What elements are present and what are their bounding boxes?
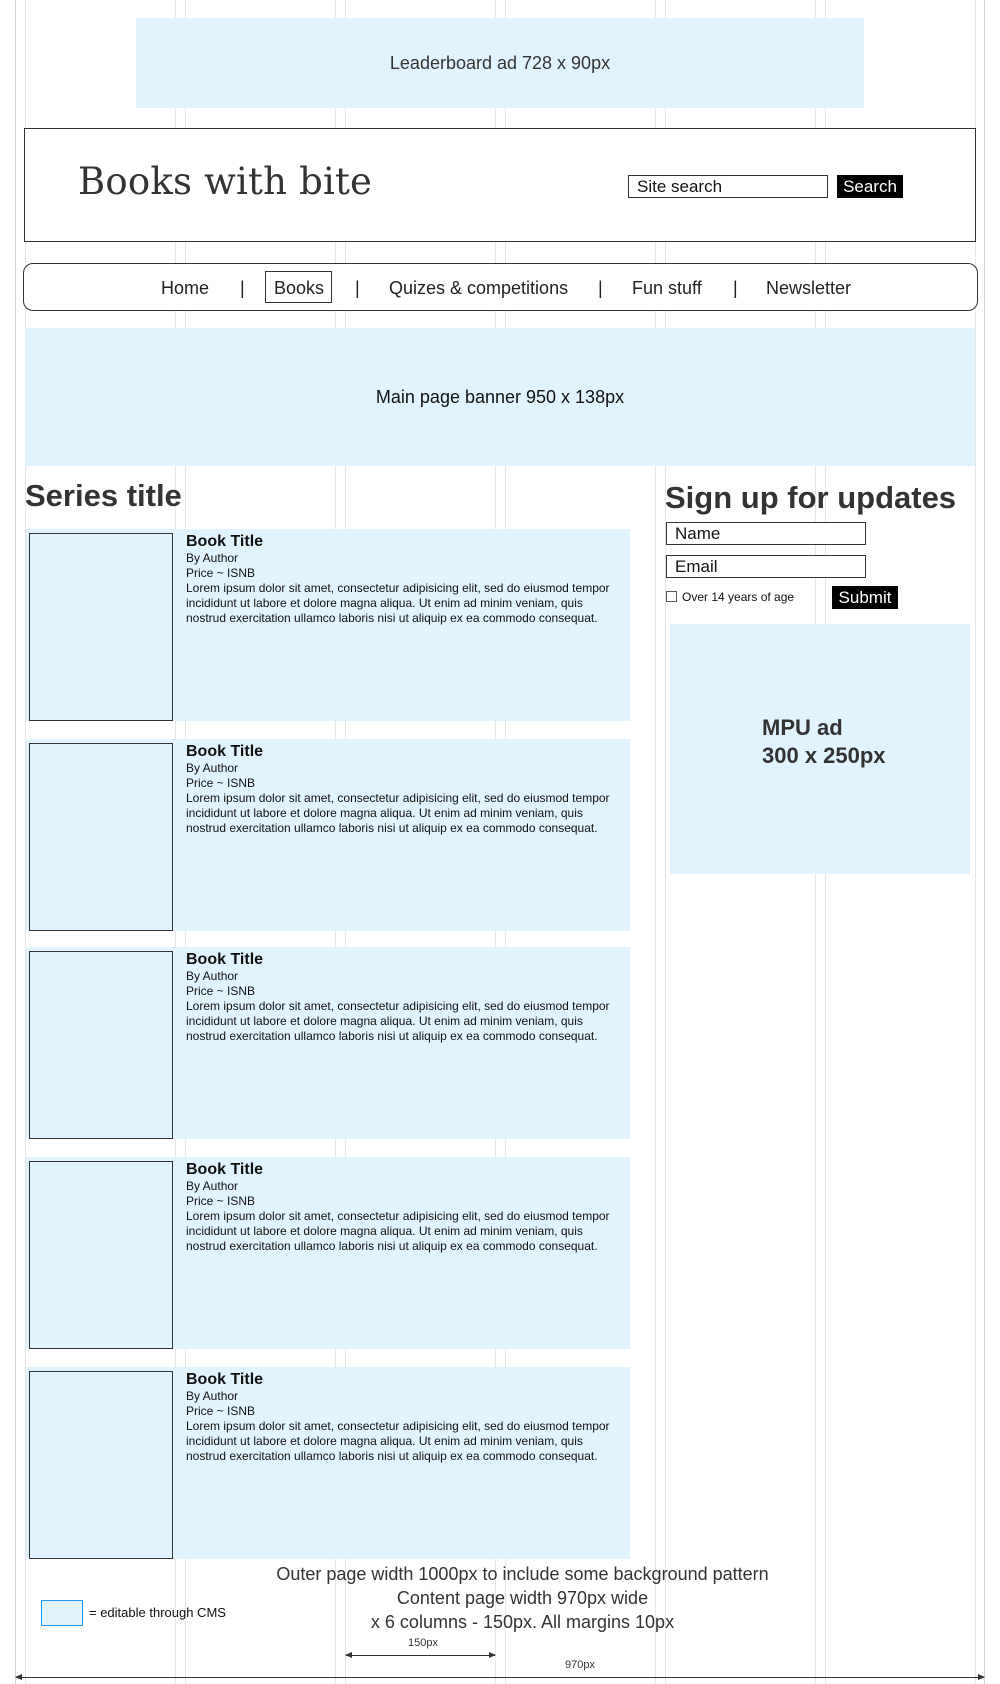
grid-line bbox=[984, 0, 985, 1684]
cms-legend-label: = editable through CMS bbox=[89, 1605, 226, 1620]
arrow-right-icon bbox=[978, 1674, 985, 1680]
arrow-left-icon bbox=[15, 1674, 22, 1680]
search-button[interactable]: Search bbox=[837, 175, 903, 198]
nav-item-quizes[interactable]: Quizes & competitions bbox=[389, 278, 569, 298]
arrow-left-icon bbox=[345, 1652, 352, 1658]
grid-line bbox=[665, 0, 666, 1684]
book-author: By Author bbox=[186, 969, 239, 983]
arrow-right-icon bbox=[489, 1652, 496, 1658]
submit-button[interactable]: Submit bbox=[832, 586, 898, 609]
nav-separator: | bbox=[355, 278, 360, 298]
book-card[interactable] bbox=[26, 947, 630, 1139]
grid-line bbox=[975, 0, 976, 1684]
nav-item-books[interactable]: Books bbox=[274, 278, 325, 298]
signup-title: Sign up for updates bbox=[665, 480, 957, 515]
leaderboard-ad-label: Leaderboard ad 728 x 90px bbox=[389, 52, 611, 73]
grid-line bbox=[15, 0, 16, 1684]
note-line: Content page width 970px wide bbox=[396, 1588, 649, 1608]
book-card[interactable] bbox=[26, 529, 630, 721]
age-checkbox-label: Over 14 years of age bbox=[682, 590, 795, 604]
column-width-line bbox=[346, 1655, 495, 1656]
book-blurb: Lorem ipsum dolor sit amet, consectetur adipisicing elit, sed do eiusmod tempor incididunt ut labore et dolore magna aliqua. Ut enim ad minim veniam, quis nostrud exercitation ullamco laboris nisi ut aliquip ex ea commodo consequat. bbox=[186, 999, 610, 1043]
book-price: Price ~ ISNB bbox=[186, 1194, 256, 1208]
nav-item-fun-stuff[interactable]: Fun stuff bbox=[632, 278, 702, 298]
book-title[interactable]: Book Title bbox=[186, 533, 264, 550]
content-width-line bbox=[16, 1677, 984, 1678]
book-author: By Author bbox=[186, 1179, 239, 1193]
nav-separator: | bbox=[598, 278, 603, 298]
book-blurb: Lorem ipsum dolor sit amet, consectetur adipisicing elit, sed do eiusmod tempor incididunt ut labore et dolore magna aliqua. Ut enim ad minim veniam, quis nostrud exercitation ullamco laboris nisi ut aliquip ex ea commodo consequat. bbox=[186, 581, 610, 625]
note-line: Outer page width 1000px to include some background pattern bbox=[276, 1564, 769, 1584]
grid-line bbox=[655, 0, 656, 1684]
book-blurb: Lorem ipsum dolor sit amet, consectetur adipisicing elit, sed do eiusmod tempor incididunt ut labore et dolore magna aliqua. Ut enim ad minim veniam, quis nostrud exercitation ullamco laboris nisi ut aliquip ex ea commodo consequat. bbox=[186, 1209, 610, 1253]
nav-item-home[interactable]: Home bbox=[161, 278, 210, 298]
main-banner-label: Main page banner 950 x 138px bbox=[375, 386, 625, 407]
book-author: By Author bbox=[186, 1389, 239, 1403]
cms-legend-swatch bbox=[41, 1600, 83, 1626]
book-title[interactable]: Book Title bbox=[186, 951, 264, 968]
book-author: By Author bbox=[186, 761, 239, 775]
nav-item-newsletter[interactable]: Newsletter bbox=[766, 278, 852, 298]
book-card[interactable] bbox=[26, 1367, 630, 1559]
book-blurb: Lorem ipsum dolor sit amet, consectetur adipisicing elit, sed do eiusmod tempor incididunt ut labore et dolore magna aliqua. Ut enim ad minim veniam, quis nostrud exercitation ullamco laboris nisi ut aliquip ex ea commodo consequat. bbox=[186, 791, 610, 835]
book-title[interactable]: Book Title bbox=[186, 743, 264, 760]
book-card[interactable] bbox=[26, 739, 630, 931]
mpu-ad-line2: 300 x 250px bbox=[762, 743, 886, 768]
content-width-label: 970px bbox=[565, 1659, 595, 1671]
book-author: By Author bbox=[186, 551, 239, 565]
book-price: Price ~ ISNB bbox=[186, 776, 256, 790]
book-cover[interactable] bbox=[29, 1371, 173, 1559]
book-blurb: Lorem ipsum dolor sit amet, consectetur adipisicing elit, sed do eiusmod tempor incididunt ut labore et dolore magna aliqua. Ut enim ad minim veniam, quis nostrud exercitation ullamco laboris nisi ut aliquip ex ea commodo consequat. bbox=[186, 1419, 610, 1463]
email-field[interactable]: Email bbox=[666, 555, 866, 578]
name-field[interactable]: Name bbox=[666, 522, 866, 545]
note-line: x 6 columns - 150px. All margins 10px bbox=[370, 1612, 675, 1632]
series-title: Series title bbox=[25, 478, 182, 513]
book-card[interactable] bbox=[26, 1157, 630, 1349]
search-input[interactable]: Site search bbox=[628, 175, 828, 198]
column-width-label: 150px bbox=[408, 1637, 438, 1649]
book-price: Price ~ ISNB bbox=[186, 1404, 256, 1418]
book-cover[interactable] bbox=[29, 951, 173, 1139]
book-title[interactable]: Book Title bbox=[186, 1371, 264, 1388]
book-cover[interactable] bbox=[29, 743, 173, 931]
book-cover[interactable] bbox=[29, 1161, 173, 1349]
mpu-ad-line1: MPU ad bbox=[762, 715, 843, 740]
main-banner bbox=[25, 328, 975, 466]
site-logo[interactable]: Books with bite bbox=[78, 160, 373, 203]
nav-separator: | bbox=[240, 278, 245, 298]
book-price: Price ~ ISNB bbox=[186, 566, 256, 580]
book-cover[interactable] bbox=[29, 533, 173, 721]
book-price: Price ~ ISNB bbox=[186, 984, 256, 998]
layout-notes bbox=[200, 1562, 845, 1634]
mpu-ad-label bbox=[762, 714, 886, 770]
nav-separator: | bbox=[733, 278, 738, 298]
age-checkbox[interactable] bbox=[666, 591, 677, 602]
leaderboard-ad bbox=[136, 18, 864, 108]
book-title[interactable]: Book Title bbox=[186, 1161, 264, 1178]
